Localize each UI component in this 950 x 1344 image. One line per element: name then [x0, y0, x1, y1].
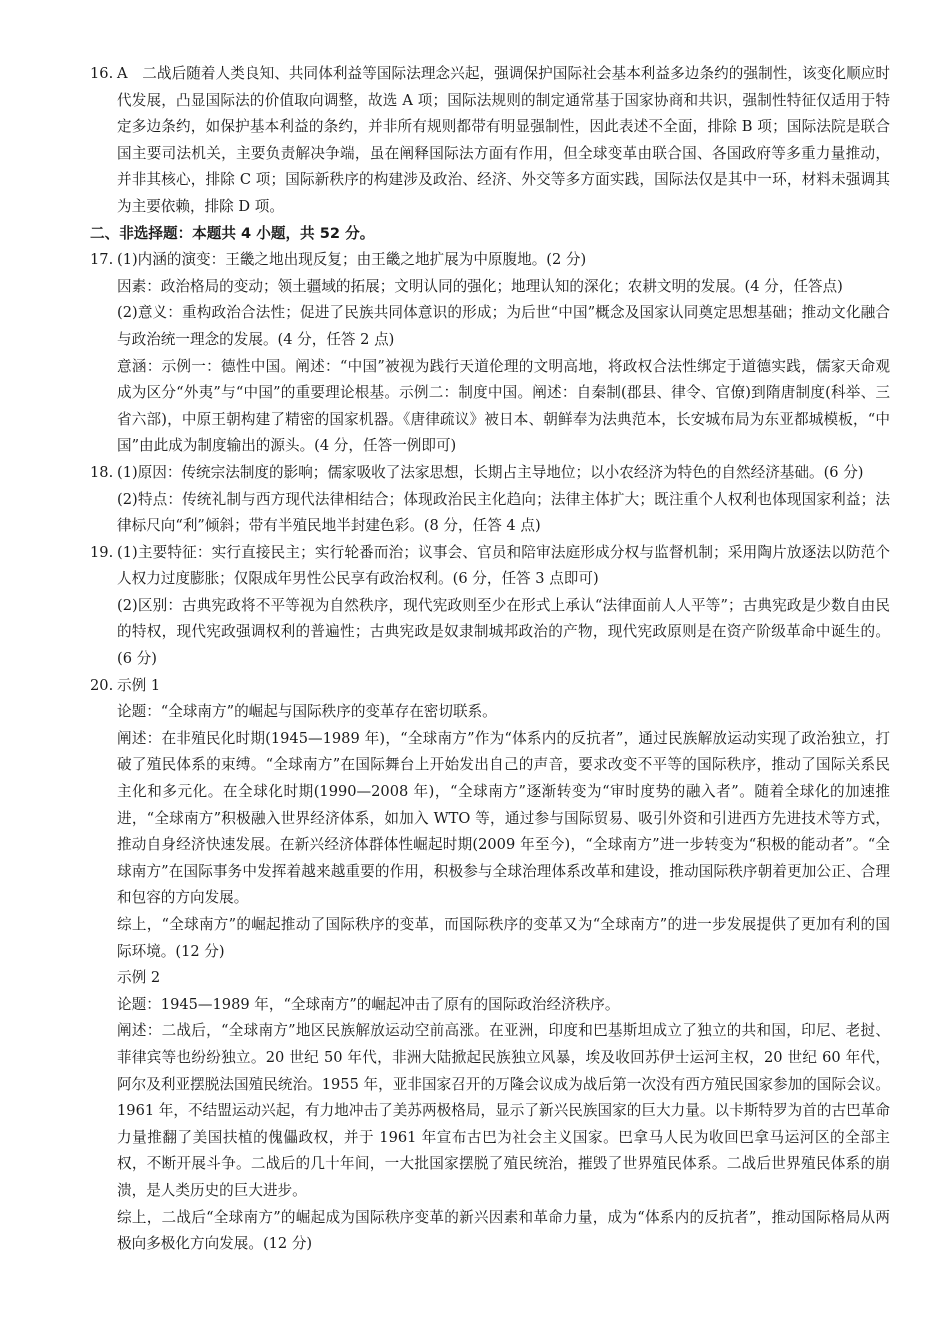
example-label: 示例 1 — [117, 676, 161, 694]
answer-19-part2: (2)区别：古典宪政将不平等视为自然秩序，现代宪政则至少在形式上承认“法律面前人人平等”；古典宪政是少数自由民的特权，现代宪政强调权利的普遍性；古典宪政是奴隶制城邦政治的产物，现代宪政原则是在资产阶级革命中诞生的。(6 分) — [117, 596, 890, 668]
question-number: 20. — [90, 676, 114, 694]
example2-body: 阐述：二战后，“全球南方”地区民族解放运动空前高涨。在亚洲，印度和巴基斯坦成立了独立的共和国，印尼、老挝、菲律宾等也纷纷独立。20 世纪 50 年代，非洲大陆掀起民族独立风暴，埃及收回苏伊士运河主权，20 世纪 60 年代，阿尔及利亚摆脱法国殖民统治。1955 年，亚非国家召开的万隆会议成为战后第一次没有西方殖民国家参加的国际会议。1961 年，不结盟运动兴起，有力地冲击了美苏两极格局，显示了新兴民族国家的巨大力量。以卡斯特罗为首的古巴革命力量推翻了美国扶植的傀儡政权，并于 1961 年宣布古巴为社会主义国家。巴拿马人民为收回巴拿马运河区的全部主权，不断开展斗争。二战后的几十年间，一大批国家摆脱了殖民统治，摧毁了世界殖民体系。二战后世界殖民体系的崩溃，是人类历史的巨大进步。 — [117, 1022, 890, 1199]
example1-body: 阐述：在非殖民化时期(1945—1989 年)，“全球南方”作为“体系内的反抗者”，通过民族解放运动实现了政治独立，打破了殖民体系的束缚。“全球南方”在国际舞台上开始发出自己的声音，要求改变不平等的国际秩序，推动了国际关系民主化和多元化。在全球化时期(1990—2008 年)，“全球南方”逐渐转变为“审时度势的融入者”。随着全球化的加速推进，“全球南方”积极融入世界经济体系，如加入 WTO 等，通过参与国际贸易、吸引外资和引进西方先进技术等方式，推动自身经济快速发展。在新兴经济体群体性崛起时期(2009 年至今)，“全球南方”进一步转变为“积极的能动者”。“全球南方”在国际事务中发挥着越来越重要的作用，积极参与全球治理体系改革和建设，推动国际秩序朝着更加公正、合理和包容的方向发展。 — [117, 729, 890, 907]
answer-key-page — [90, 61, 890, 1258]
answer-19-part1 — [90, 540, 890, 593]
answer-18-part1 — [90, 460, 890, 487]
answer-17-part2: (2)意义：重构政治合法性；促进了民族共同体意识的形成；为后世“中国”概念及国家认同奠定思想基础；推动文化融合与政治统一理念的发展。(4 分，任答 2 点) — [117, 304, 890, 348]
example1-conclusion: 综上，“全球南方”的崛起推动了国际秩序的变革，而国际秩序的变革又为“全球南方”的进一步发展提供了更加有利的国际环境。(12 分) — [117, 916, 890, 960]
answer-17-part1 — [90, 247, 890, 274]
answer-text: (1)内涵的演变：王畿之地出现反复；由王畿之地扩展为中原腹地。(2 分) — [117, 251, 587, 269]
answer-16 — [90, 61, 890, 221]
answer-text: (1)主要特征：实行直接民主；实行轮番而治；议事会、官员和陪审法庭形成分权与监督机制；采用陶片放逐法以防范个人权力过度膨胀；仅限成年男性公民享有政治权利。(6 分，任答 3 点即可) — [117, 543, 890, 588]
section-title: 二、非选择题：本题共 4 小题，共 52 分。 — [90, 224, 375, 242]
question-number: 18. — [90, 463, 114, 481]
example2-label: 示例 2 — [117, 969, 161, 987]
answer-17-factors: 因素：政治格局的变动；领土疆域的拓展；文明认同的强化；地理认知的深化；农耕文明的发展。(4 分，任答点) — [117, 277, 843, 295]
question-number: 16. — [90, 65, 114, 82]
answer-18-part2: (2)特点：传统礼制与西方现代法律相结合；体现政治民主化趋向；法律主体扩大；既注重个人权利也体现国家利益；法律标尺向“利”倾斜；带有半殖民地半封建色彩。(8 分，任答 4 点) — [117, 490, 890, 535]
question-number: 17. — [90, 251, 114, 269]
answer-20-example1-label — [90, 673, 890, 700]
example1-thesis: 论题：“全球南方”的崛起与国际秩序的变革存在密切联系。 — [117, 703, 497, 721]
question-number: 19. — [90, 543, 114, 561]
answer-text: A 二战后随着人类良知、共同体利益等国际法理念兴起，强调保护国际社会基本利益多边条约的强制性，该变化顺应时代发展，凸显国际法的价值取向调整，故选 A 项；国际法规则的制定通常基于国家协商和共识，强制性特征仅适用于特定多边条约，如保护基本利益的条约，并非所有规则都带有明显强制性，因此表述不全面，排除 B 项；国际法院是联合国主要司法机关，主要负责解决争端，虽在阐释国际法方面有作用，但全球变革由联合国、各国政府等多重力量推动，并非其核心，排除 C 项；国际新秩序的构建涉及政治、经济、外交等多方面实践，国际法仅是其中一环，材料未强调其为主要依赖，排除 D 项。 — [117, 65, 890, 215]
answer-text: (1)原因：传统宗法制度的影响；儒家吸收了法家思想，长期占主导地位；以小农经济为特色的自然经济基础。(6 分) — [117, 463, 864, 481]
answer-17-meaning: 意涵：示例一：德性中国。阐述：“中国”被视为践行天道伦理的文明高地，将政权合法性绑定于道德实践，儒家天命观成为区分“外夷”与“中国”的重要理论根基。示例二：制度中国。阐述：自秦制(郡县、律令、官僚)到隋唐制度(科举、三省六部)，中原王朝构建了精密的国家机器。《唐律疏议》被日本、朝鲜奉为法典范本，长安城布局为东亚都城模板，“中国”由此成为制度输出的源头。(4 分，任答一例即可) — [117, 357, 890, 455]
example2-conclusion: 综上，二战后“全球南方”的崛起成为国际秩序变革的新兴因素和革命力量，成为“体系内的反抗者”，推动国际格局从两极向多极化方向发展。(12 分) — [117, 1208, 890, 1253]
example2-thesis: 论题：1945—1989 年，“全球南方”的崛起冲击了原有的国际政治经济秩序。 — [117, 995, 620, 1013]
